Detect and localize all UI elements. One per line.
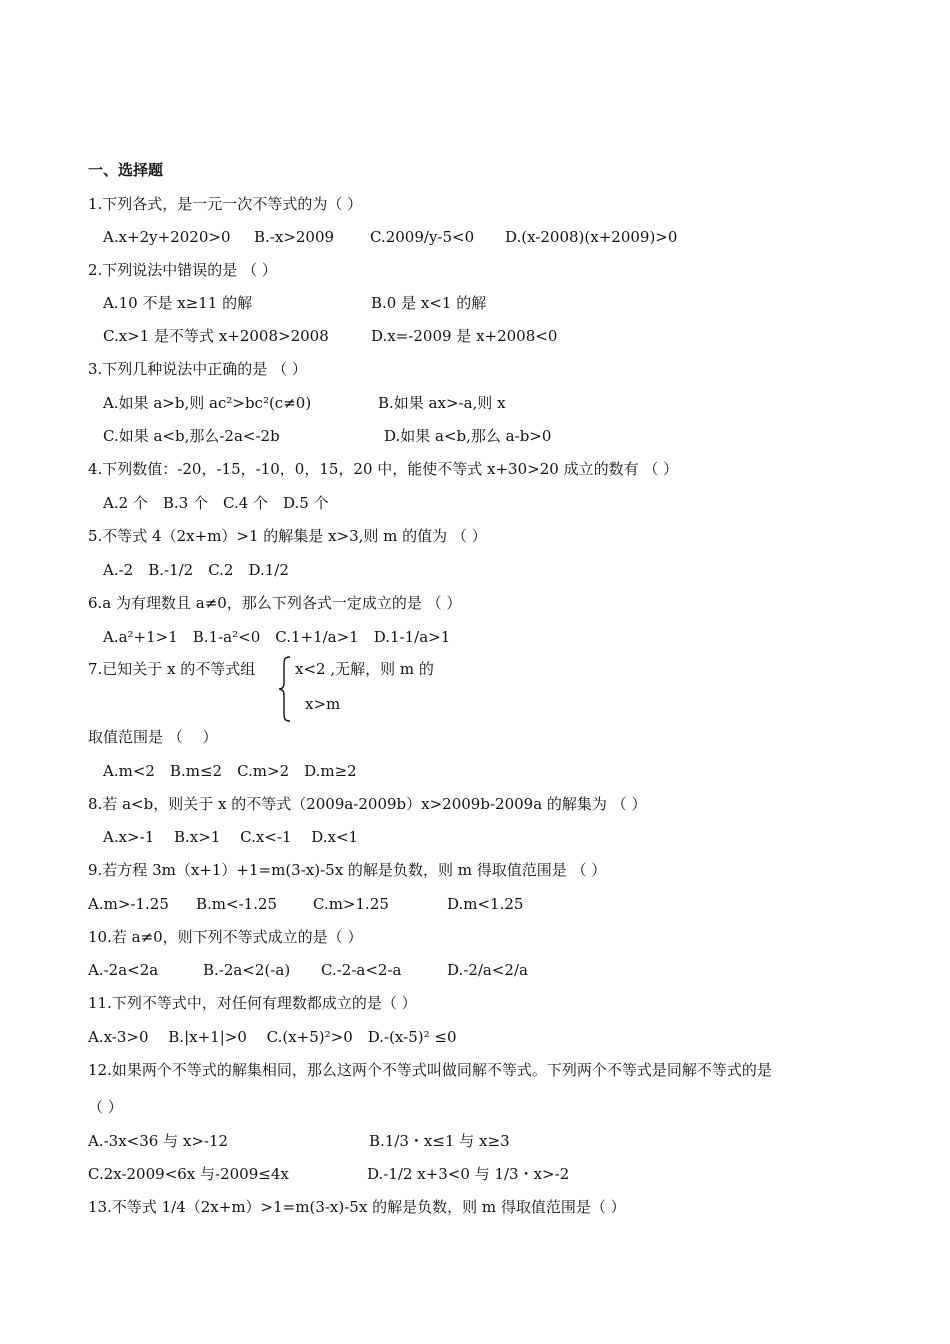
q6-options: A.a²+1>1 B.1-a²<0 C.1+1/a>1 D.1-1/a>1 xyxy=(103,628,451,646)
q10-option-a: A.-2a<2a xyxy=(88,961,159,979)
q7-system-line-2: x>m xyxy=(305,695,341,713)
q12-parentheses: （ ） xyxy=(88,1098,123,1116)
q10-option-b: B.-2a<2(-a) xyxy=(203,961,291,979)
question-2: 2.下列说法中错误的是 （ ） xyxy=(88,261,277,279)
q3-option-d: D.如果 a<b,那么 a-b>0 xyxy=(384,427,552,445)
q12-option-d: D.-1/2 x+3<0 与 1/3・x>-2 xyxy=(367,1165,570,1183)
q8-options: A.x>-1 B.x>1 C.x<-1 D.x<1 xyxy=(103,828,359,846)
question-3: 3.下列几种说法中正确的是 （ ） xyxy=(88,360,307,378)
q7-continuation: 取值范围是 （ ） xyxy=(88,728,218,746)
q2-option-b: B.0 是 x<1 的解 xyxy=(371,294,487,312)
q9-option-d: D.m<1.25 xyxy=(447,895,524,913)
q2-option-d: D.x=-2009 是 x+2008<0 xyxy=(371,327,558,345)
q3-option-c: C.如果 a<b,那么-2a<-2b xyxy=(103,427,280,445)
system-brace-icon xyxy=(278,656,292,722)
q1-option-d: D.(x-2008)(x+2009)>0 xyxy=(505,228,678,246)
question-8: 8.若 a<b，则关于 x 的不等式（2009a-2009b）x>2009b-2009a 的解集为 （ ） xyxy=(88,795,647,813)
question-4: 4.下列数值：-20，-15，-10，0，15，20 中，能使不等式 x+30>20 成立的数有 （ ） xyxy=(88,460,679,478)
q1-option-c: C.2009/y-5<0 xyxy=(370,228,475,246)
q10-option-d: D.-2/a<2/a xyxy=(447,961,528,979)
q9-option-b: B.m<-1.25 xyxy=(196,895,278,913)
q12-option-b: B.1/3・x≤1 与 x≥3 xyxy=(369,1132,510,1150)
q2-option-c: C.x>1 是不等式 x+2008>2008 xyxy=(103,327,329,345)
q11-options: A.x-3>0 B.|x+1|>0 C.(x+5)²>0 D.-(x-5)² ≤0 xyxy=(88,1028,457,1046)
q2-option-a: A.10 不是 x≥11 的解 xyxy=(103,294,253,312)
q3-option-b: B.如果 ax>-a,则 x xyxy=(378,394,506,412)
q9-option-a: A.m>-1.25 xyxy=(88,895,169,913)
section-title: 一、选择题 xyxy=(88,161,164,179)
q1-option-a: A.x+2y+2020>0 xyxy=(103,228,231,246)
q7-options: A.m<2 B.m≤2 C.m>2 D.m≥2 xyxy=(103,762,357,780)
q12-option-a: A.-3x<36 与 x>-12 xyxy=(88,1132,229,1150)
question-9: 9.若方程 3m（x+1）+1=m(3-x)-5x 的解是负数，则 m 得取值范围是 （ ） xyxy=(88,861,607,879)
q1-option-b: B.-x>2009 xyxy=(254,228,335,246)
question-11: 11.下列不等式中，对任何有理数都成立的是（ ） xyxy=(88,994,417,1012)
q10-option-c: C.-2-a<2-a xyxy=(321,961,402,979)
q7-system-line-1: x<2 ,无解，则 m 的 xyxy=(295,660,434,678)
q9-option-c: C.m>1.25 xyxy=(313,895,389,913)
q12-option-c: C.2x-2009<6x 与-2009≤4x xyxy=(88,1165,289,1183)
question-12: 12.如果两个不等式的解集相同，那么这两个不等式叫做同解不等式。下列两个不等式是同解不等式的是 xyxy=(88,1061,772,1079)
question-10: 10.若 a≠0，则下列不等式成立的是（ ） xyxy=(88,928,363,946)
question-6: 6.a 为有理数且 a≠0，那么下列各式一定成立的是 （ ） xyxy=(88,594,462,612)
question-13: 13.不等式 1/4（2x+m）>1=m(3-x)-5x 的解是负数，则 m 得取值范围是（ ） xyxy=(88,1198,626,1216)
question-7: 7.已知关于 x 的不等式组 xyxy=(88,660,256,678)
q5-options: A.-2 B.-1/2 C.2 D.1/2 xyxy=(103,561,289,579)
q4-options: A.2 个 B.3 个 C.4 个 D.5 个 xyxy=(103,494,329,512)
question-5: 5.不等式 4（2x+m）>1 的解集是 x>3,则 m 的值为 （ ） xyxy=(88,527,487,545)
question-1: 1.下列各式，是一元一次不等式的为（ ） xyxy=(88,195,363,213)
q3-option-a: A.如果 a>b,则 ac²>bc²(c≠0) xyxy=(103,394,312,412)
